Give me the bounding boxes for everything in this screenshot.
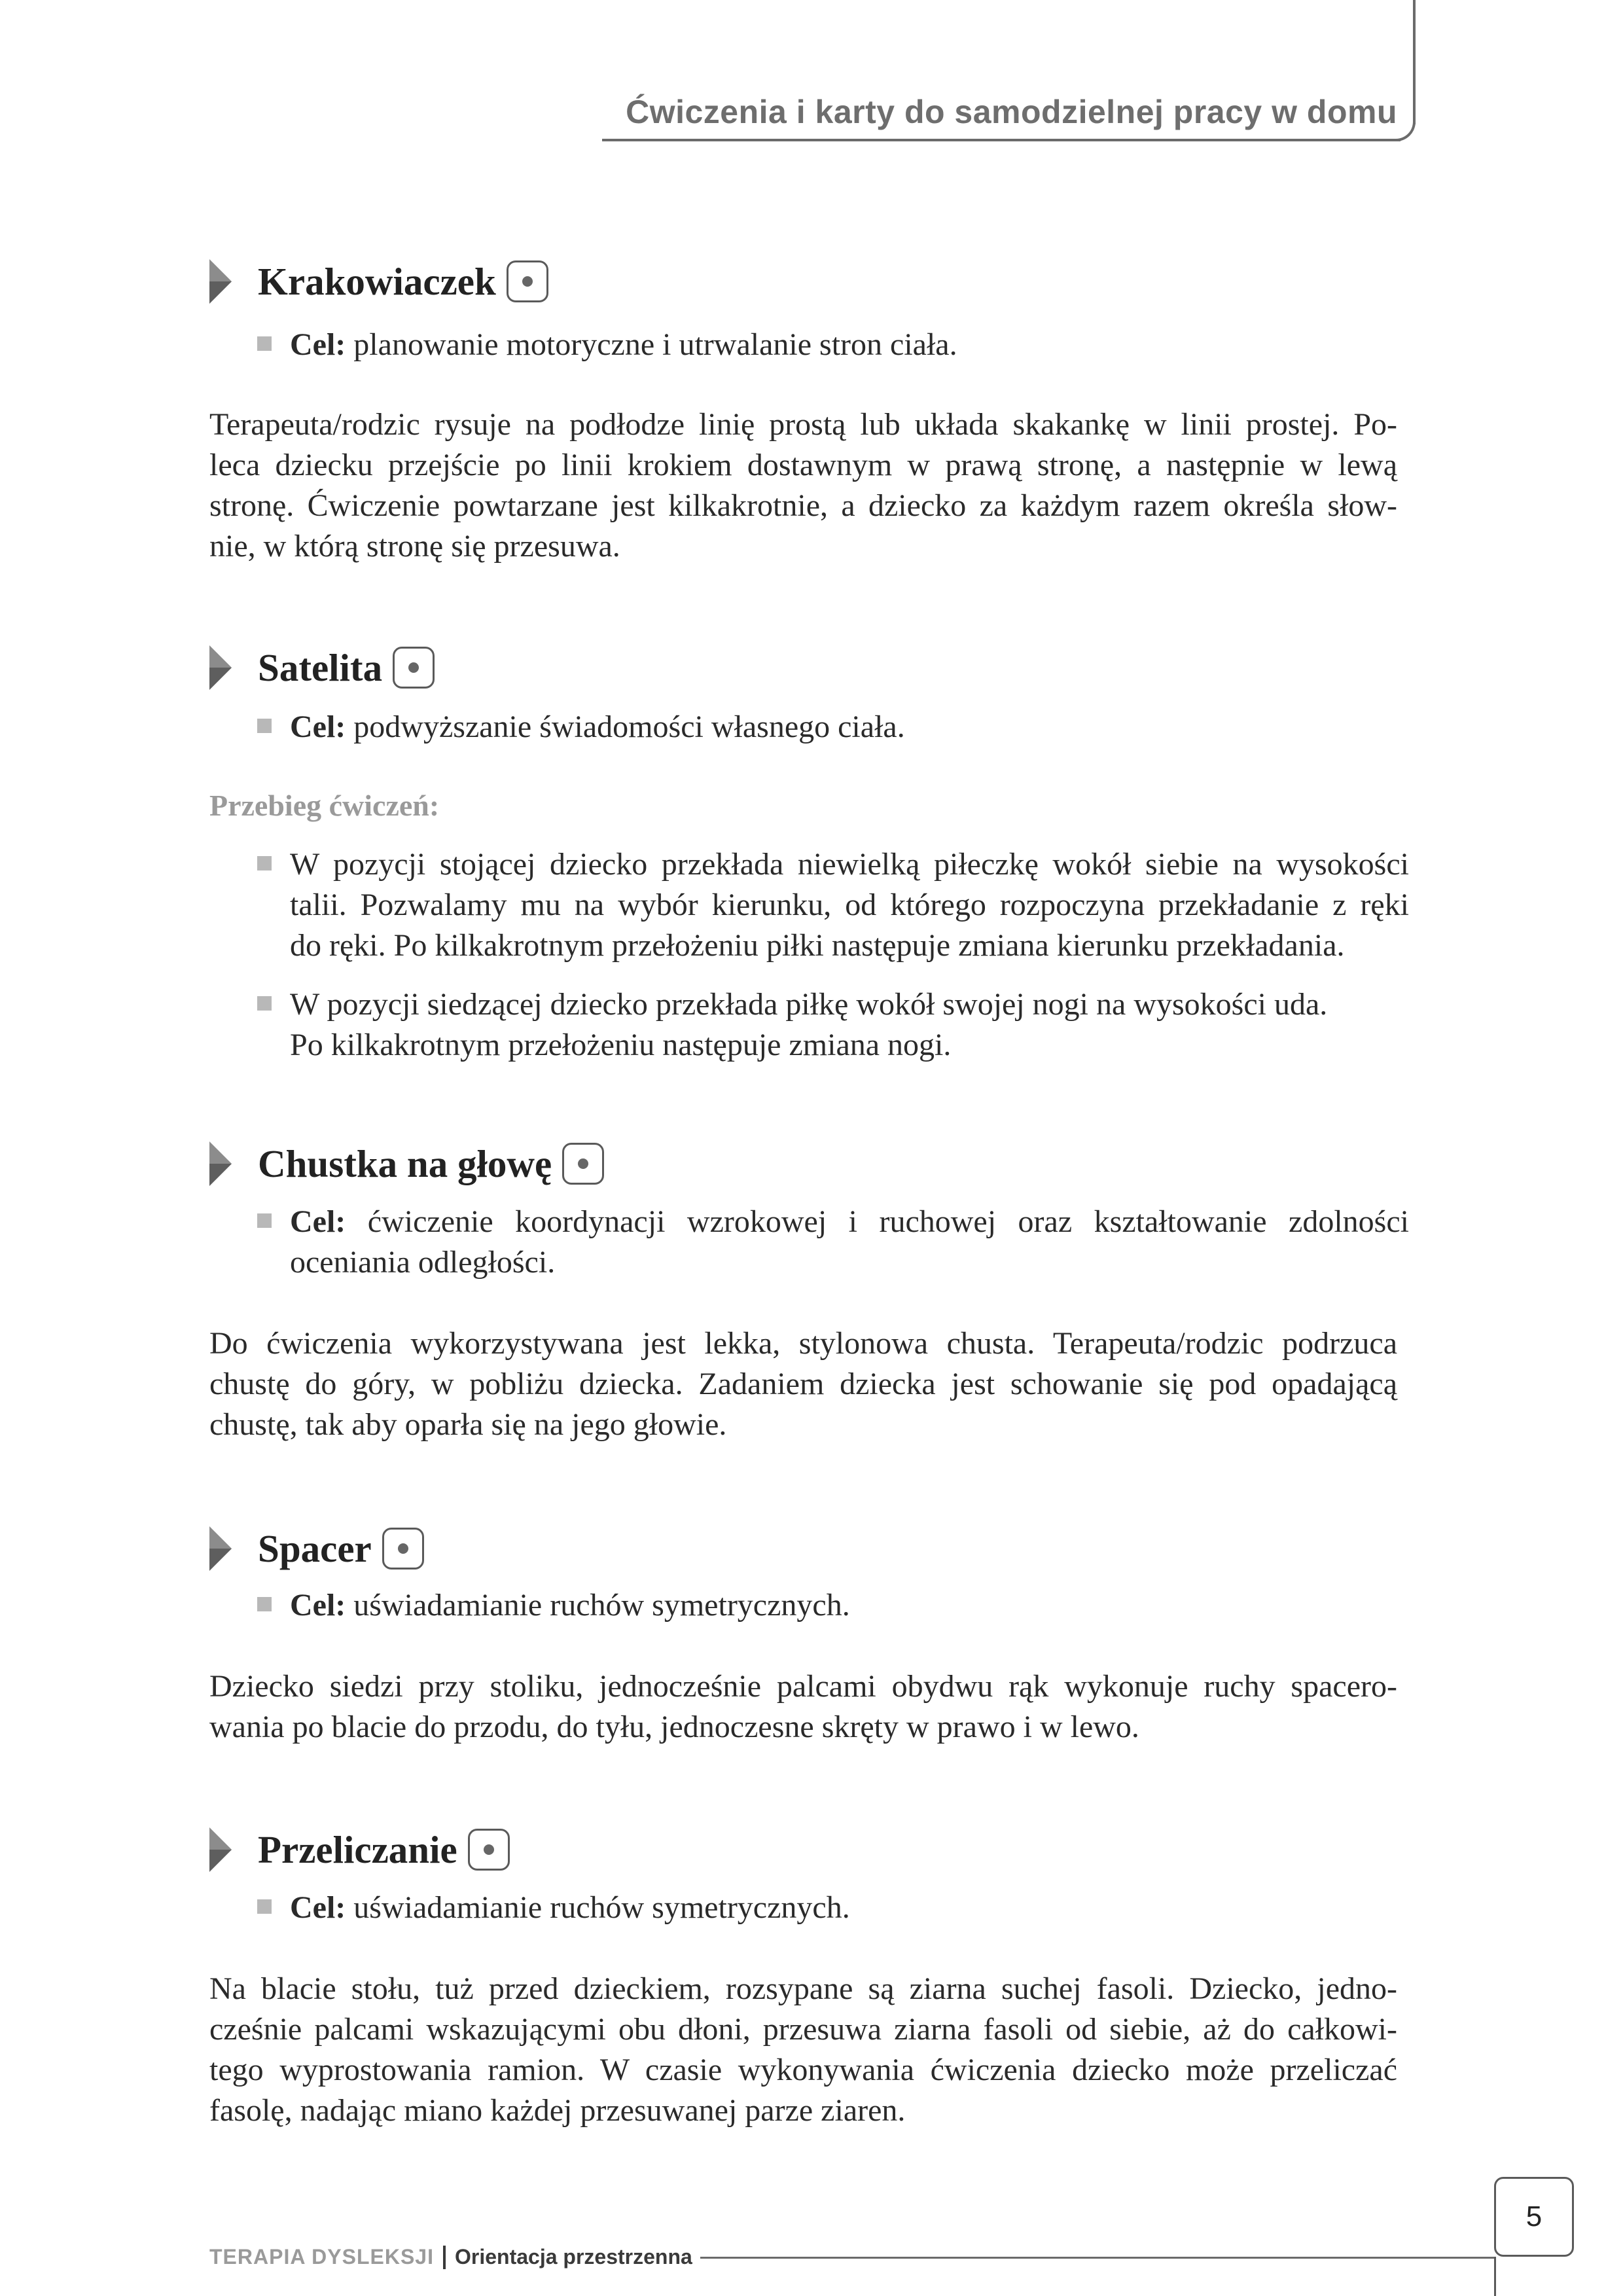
description-line: tego wyprostowania ramion. W czasie wykonywania ćwiczenia dziecko może przeliczać [209,2053,1397,2087]
goal-text: ćwiczenie koordynacji wzrokowej i ruchowej oraz kształtowanie zdolności [367,1204,1410,1239]
dot-badge-icon [382,1528,424,1570]
square-bullet-icon [257,1899,272,1914]
section-heading-satelita [209,641,435,694]
goal-item [257,1202,1409,1283]
section-description [209,1323,1397,1445]
exercise-steps-subheading: Przebieg ćwiczeń: [209,789,440,822]
goal-item [257,325,1409,365]
step-line: W pozycji siedzącej dziecko przekłada piłkę wokół swojej nogi na wysokości uda. [290,987,1328,1022]
dot-badge-icon [562,1143,604,1185]
goal-item [257,1888,1409,1928]
description-line: stronę. Ćwiczenie powtarzane jest kilkakrotnie, a dziecko za każdym razem określa słow- [209,488,1397,523]
page-header-title: Ćwiczenia i karty do samodzielnej pracy w domu [626,94,1397,130]
triangle-arrow-icon [209,1827,232,1872]
goal-label: Cel: [290,327,346,362]
step-line: Po kilkakrotnym przełożeniu następuje zmiana nogi. [290,1028,952,1062]
goal-item [257,707,1409,747]
section-description [209,1969,1397,2131]
description-line: cześnie palcami wskazującymi obu dłoni, przesuwa ziarna fasoli od siebie, aż do całkowi- [209,2012,1397,2047]
section-description [209,404,1397,567]
page-number: 5 [1494,2177,1574,2257]
description-line: chustę, tak aby oparła się na jego głowie. [209,1407,727,1442]
triangle-arrow-icon [209,1141,232,1186]
goal-text: uświadamianie ruchów symetrycznych. [353,1588,850,1623]
description-line: Na blacie stołu, tuż przed dzieckiem, rozsypane są ziarna suchej fasoli. Dziecko, jedno- [209,1971,1397,2006]
description-line: Do ćwiczenia wykorzystywana jest lekka, stylonowa chusta. Terapeuta/rodzic podrzuca [209,1326,1397,1361]
goal-label: Cel: [290,1204,346,1239]
square-bullet-icon [257,1597,272,1611]
description-line: chustę do góry, w pobliżu dziecka. Zadaniem dziecka jest schowanie się pod opadającą [209,1367,1397,1401]
triangle-arrow-icon [209,1526,232,1571]
dot-badge-icon [468,1829,510,1871]
section-heading-przeliczanie [209,1823,510,1876]
section-title: Chustka na głowę [258,1141,552,1185]
description-line: nie, w którą stronę się przesuwa. [209,529,620,564]
square-bullet-icon [257,996,272,1011]
header-frame-horizontal-line [602,139,1400,141]
footer-subject: Orientacja przestrzenna [454,2245,692,2269]
page-number-frame-line [1494,2257,1496,2296]
goal-text: uświadamianie ruchów symetrycznych. [353,1890,850,1925]
goal-label: Cel: [290,1588,346,1623]
dot-badge-icon [507,260,548,302]
section-title: Spacer [258,1526,372,1570]
footer-brand: TERAPIA DYSLEKSJI [209,2245,434,2269]
triangle-arrow-icon [209,645,232,690]
description-line: fasolę, nadając miano każdej przesuwanej parze ziaren. [209,2093,906,2128]
step-line: W pozycji stojącej dziecko przekłada niewielką piłeczkę wokół siebie na wysokości [290,847,1409,882]
section-heading-krakowiaczek [209,255,548,308]
step-item [257,844,1409,966]
section-heading-chustka-na-glowe [209,1138,604,1190]
goal-label: Cel: [290,709,346,744]
goal-item [257,1585,1409,1626]
dot-badge-icon [393,647,435,689]
square-bullet-icon [257,719,272,733]
square-bullet-icon [257,856,272,870]
description-line: Terapeuta/rodzic rysuje na podłodze linię prostą lub układa skakankę w linii prostej. Po- [209,407,1397,442]
section-title: Krakowiaczek [258,259,496,303]
section-description [209,1666,1397,1748]
step-line: do ręki. Po kilkakrotnym przełożeniu piłki następuje zmiana kierunku przekładania. [290,928,1345,963]
step-line: talii. Pozwalamy mu na wybór kierunku, od którego rozpoczyna przekładanie z ręki [290,888,1409,922]
square-bullet-icon [257,1213,272,1228]
square-bullet-icon [257,336,272,351]
triangle-arrow-icon [209,259,232,304]
section-heading-spacer [209,1522,424,1575]
section-title: Przeliczanie [258,1827,457,1871]
page-footer [209,2245,692,2269]
goal-text: podwyższanie świadomości własnego ciała. [353,709,905,744]
description-line: Dziecko siedzi przy stoliku, jednocześnie palcami obydwu rąk wykonuje ruchy spacero- [209,1669,1397,1704]
section-title: Satelita [258,645,383,689]
goal-label: Cel: [290,1890,346,1925]
goal-text: planowanie motoryczne i utrwalanie stron ciała. [353,327,957,362]
footer-rule [700,2257,1495,2259]
footer-separator [443,2246,446,2269]
description-line: wania po blacie do przodu, do tyłu, jednoczesne skręty w prawo i w lewo. [209,1710,1139,1744]
header-frame-vertical-line [1413,0,1416,124]
goal-text: oceniania odległości. [290,1245,556,1280]
description-line: leca dziecku przejście po linii krokiem dostawnym w prawą stronę, a następnie w lewą [209,448,1397,482]
step-item [257,984,1409,1066]
